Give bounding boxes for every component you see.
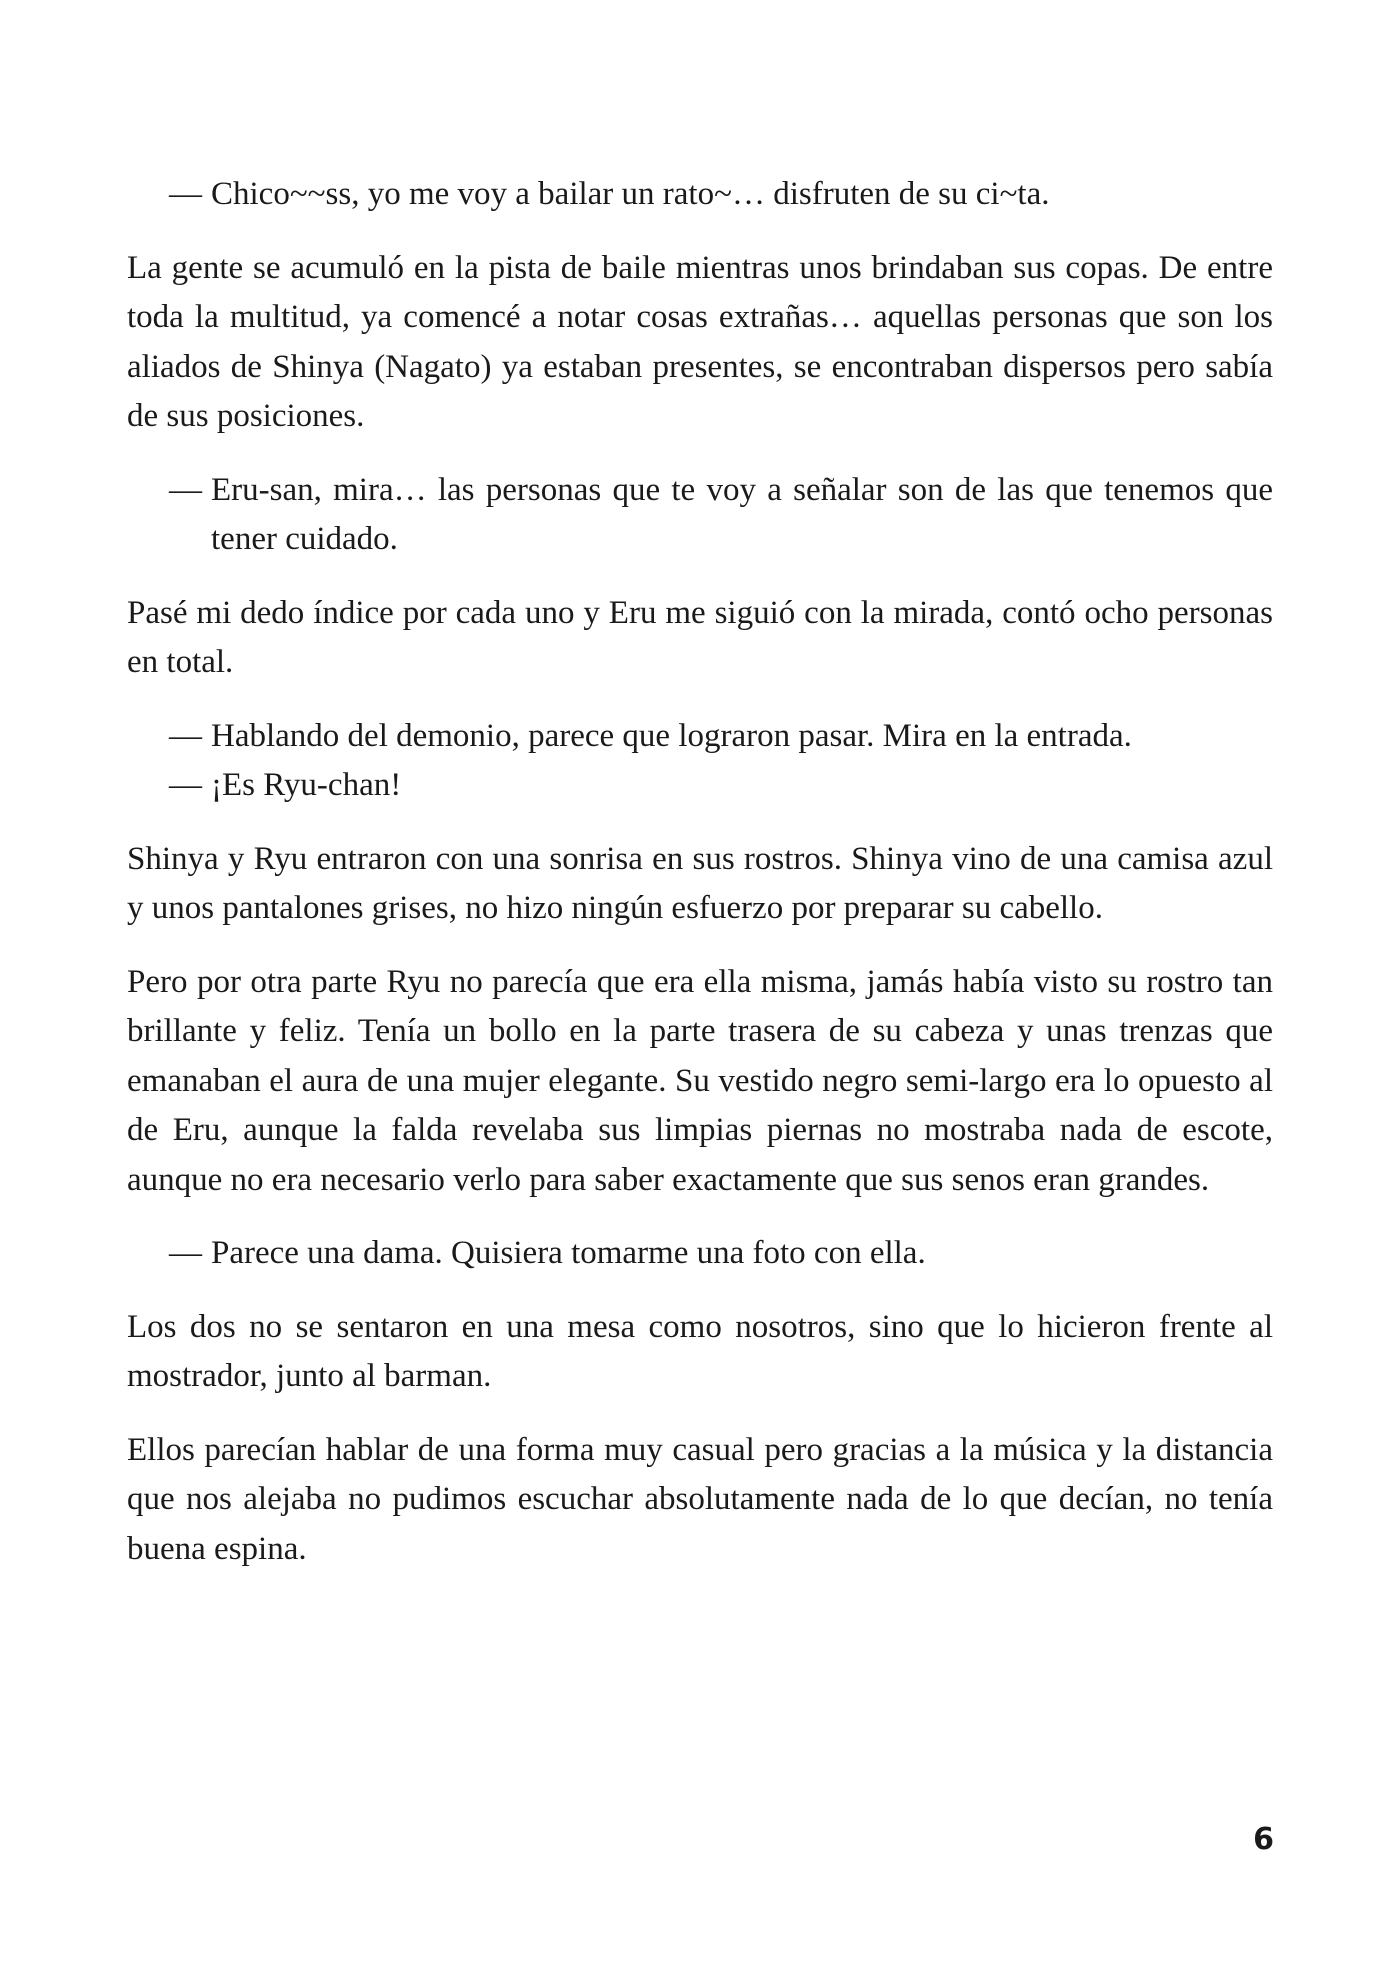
dialogue-text: Parece una dama. Quisiera tomarme una foto con ella. — [211, 1235, 926, 1271]
page-number: 6 — [1253, 1822, 1274, 1857]
body-text — [127, 170, 1273, 1598]
dialogue-line — [169, 712, 1273, 762]
dialogue-line — [169, 1229, 1273, 1279]
dialogue-dash: — — [169, 767, 202, 803]
dialogue-text: Eru-san, mira… las personas que te voy a señalar son de las que tenemos que tener cuidado. — [211, 471, 1273, 557]
paragraph: Pero por otra parte Ryu no parecía que era ella misma, jamás había visto su rostro tan brillante y feliz. Tenía un bollo en la parte trasera de su cabeza y unas trenzas que emanaban el aura de una mujer elegante. Su vestido negro semi-largo era lo opuesto al de Eru, aunque la falda revelaba sus limpias piernas no mostraba nada de escote, aunque no era necesario verlo para saber exactamente que sus senos eran grandes. — [127, 963, 1273, 1198]
paragraph: Shinya y Ryu entraron con una sonrisa en sus rostros. Shinya vino de una camisa azul y unos pantalones grises, no hizo ningún esfuerzo por preparar su cabello. — [127, 840, 1273, 926]
dialogue-dash: — — [169, 471, 202, 508]
dialogue-text: Chico~~ss, yo me voy a bailar un rato~… disfruten de su ci~ta. — [211, 176, 1050, 212]
paragraph: Ellos parecían hablar de una forma muy casual pero gracias a la música y la distancia que nos alejaba no pudimos escuchar absolutamente nada de lo que decían, no tenía buena espina. — [127, 1431, 1273, 1567]
dialogue-line — [169, 466, 1273, 565]
dialogue-dash: — — [169, 1235, 202, 1271]
dialogue-line — [169, 170, 1273, 220]
paragraph: La gente se acumuló en la pista de baile mientras unos brindaban sus copas. De entre toda la multitud, ya comencé a notar cosas extrañas… aquellas personas que son los aliados de Shinya (Nagato) ya estaban presentes, se encontraban dispersos pero sabía de sus posiciones. — [127, 249, 1273, 434]
dialogue-text: ¡Es Ryu-chan! — [211, 767, 402, 803]
paragraph: Pasé mi dedo índice por cada uno y Eru me siguió con la mirada, contó ocho personas en total. — [127, 594, 1273, 680]
dialogue-text: Hablando del demonio, parece que lograron pasar. Mira en la entrada. — [211, 717, 1132, 754]
dialogue-line — [169, 761, 1273, 811]
dialogue-dash: — — [169, 176, 202, 212]
paragraph: Los dos no se sentaron en una mesa como nosotros, sino que lo hicieron frente al mostrador, junto al barman. — [127, 1308, 1273, 1394]
dialogue-dash: — — [169, 717, 202, 754]
